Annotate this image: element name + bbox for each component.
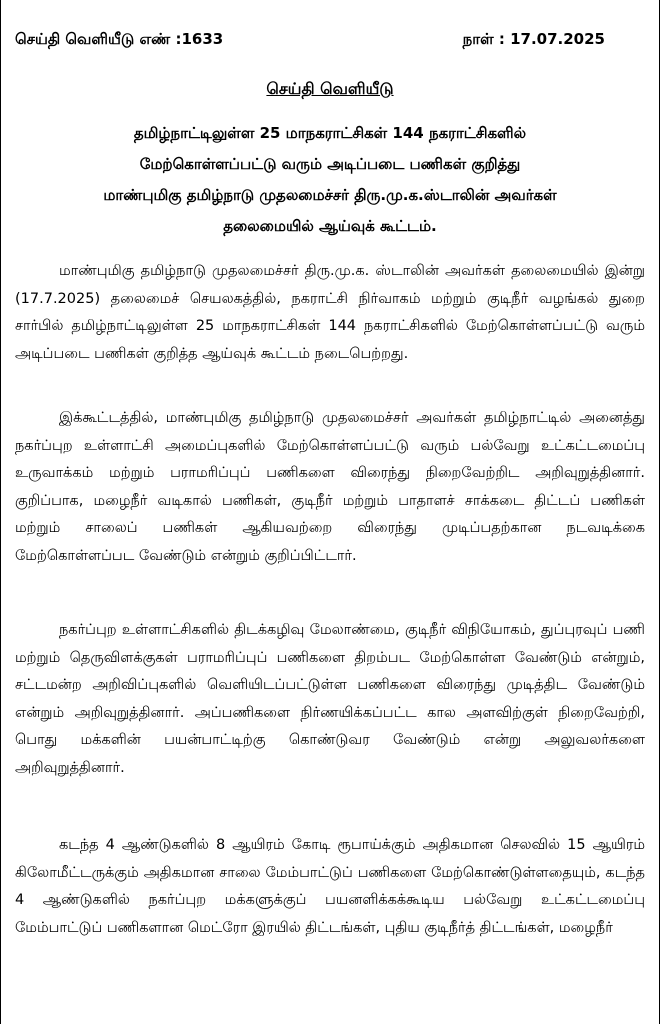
body-paragraph: நகர்ப்புற உள்ளாட்சிகளில் திடக்கழிவு மேலாண்மை, குடிநீர் விநியோகம், துப்புரவுப் பணி மற்றும் தெருவிளக்குகள் பராமரிப்புப் பணிகளை திறம்பட மேற்கொள்ள வேண்டும் என்றும், சட்டமன்ற அறிவிப்புகளில் வெளியிடப்பட்டுள்ள பணிகளை விரைந்து முடித்திட வேண்டும் என்றும் அறிவுறுத்தினார். அப்பணிகளை நிர்ணயிக்கப்பட்ட கால அளவிற்குள் நிறைவேற்றி, பொது மக்களின் பயன்பாட்டிற்கு கொண்டுவர வேண்டும் என்று அலுவலர்களை அறிவுறுத்தினார். bbox=[15, 622, 645, 776]
headline-line: தலைமையில் ஆய்வுக் கூட்டம். bbox=[223, 217, 437, 235]
release-number: செய்தி வெளியீடு எண் :1633 bbox=[15, 30, 224, 48]
release-date: நாள் : 17.07.2025 bbox=[462, 30, 605, 48]
page-title: செய்தி வெளியீடு bbox=[266, 79, 394, 98]
body-paragraph: மாண்புமிகு தமிழ்நாடு முதலமைச்சர் திரு.மு.க. ஸ்டாலின் அவர்கள் தலைமையில் இன்று (17.7.2025) தலைமைச் செயலகத்தில், நகராட்சி நிர்வாகம் மற்றும் குடிநீர் வழங்கல் துறை சார்பில் தமிழ்நாட்டிலுள்ள 25 மாநகராட்சிகள் 144 நகராட்சிகளில் மேற்கொள்ளப்பட்டு வரும் அடிப்படை பணிகள் குறித்த ஆய்வுக் கூட்டம் நடைபெற்றது. bbox=[15, 263, 645, 362]
headline-line: தமிழ்நாட்டிலுள்ள 25 மாநகராட்சிகள் 144 நகராட்சிகளில் bbox=[133, 124, 527, 142]
headline-line: மாண்புமிகு தமிழ்நாடு முதலமைச்சர் திரு.மு.க.ஸ்டாலின் அவர்கள் bbox=[103, 186, 557, 204]
headline-line: மேற்கொள்ளப்பட்டு வரும் அடிப்படை பணிகள் குறித்து bbox=[139, 155, 521, 173]
body-paragraph: இக்கூட்டத்தில், மாண்புமிகு தமிழ்நாடு முதலமைச்சர் அவர்கள் தமிழ்நாட்டில் அனைத்து நகர்ப்புற உள்ளாட்சி அமைப்புகளில் மேற்கொள்ளப்பட்டு வரும் பல்வேறு உட்கட்டமைப்பு உருவாக்கம் மற்றும் பராமரிப்புப் பணிகளை விரைந்து நிறைவேற்றிட அறிவுறுத்தினார். குறிப்பாக, மழைநீர் வடிகால் பணிகள், குடிநீர் மற்றும் பாதாளச் சாக்கடை திட்டப் பணிகள் மற்றும் சாலைப் பணிகள் ஆகியவற்றை விரைந்து முடிப்பதற்கான நடவடிக்கை மேற்கொள்ளப்பட வேண்டும் என்றும் குறிப்பிட்டார். bbox=[15, 410, 645, 564]
headline bbox=[11, 118, 649, 242]
body-paragraph: கடந்த 4 ஆண்டுகளில் 8 ஆயிரம் கோடி ரூபாய்க்கும் அதிகமான செலவில் 15 ஆயிரம் கிலோமீட்டருக்கும் அதிகமான சாலை மேம்பாட்டுப் பணிகளை மேற்கொண்டுள்ளதையும், கடந்த 4 ஆண்டுகளில் நகர்ப்புற மக்களுக்குப் பயனளிக்கக்கூடிய பல்வேறு உட்கட்டமைப்பு மேம்பாட்டுப் பணிகளான மெட்ரோ இரயில் திட்டங்கள், புதிய குடிநீர்த் திட்டங்கள், மழைநீர் bbox=[15, 837, 645, 936]
